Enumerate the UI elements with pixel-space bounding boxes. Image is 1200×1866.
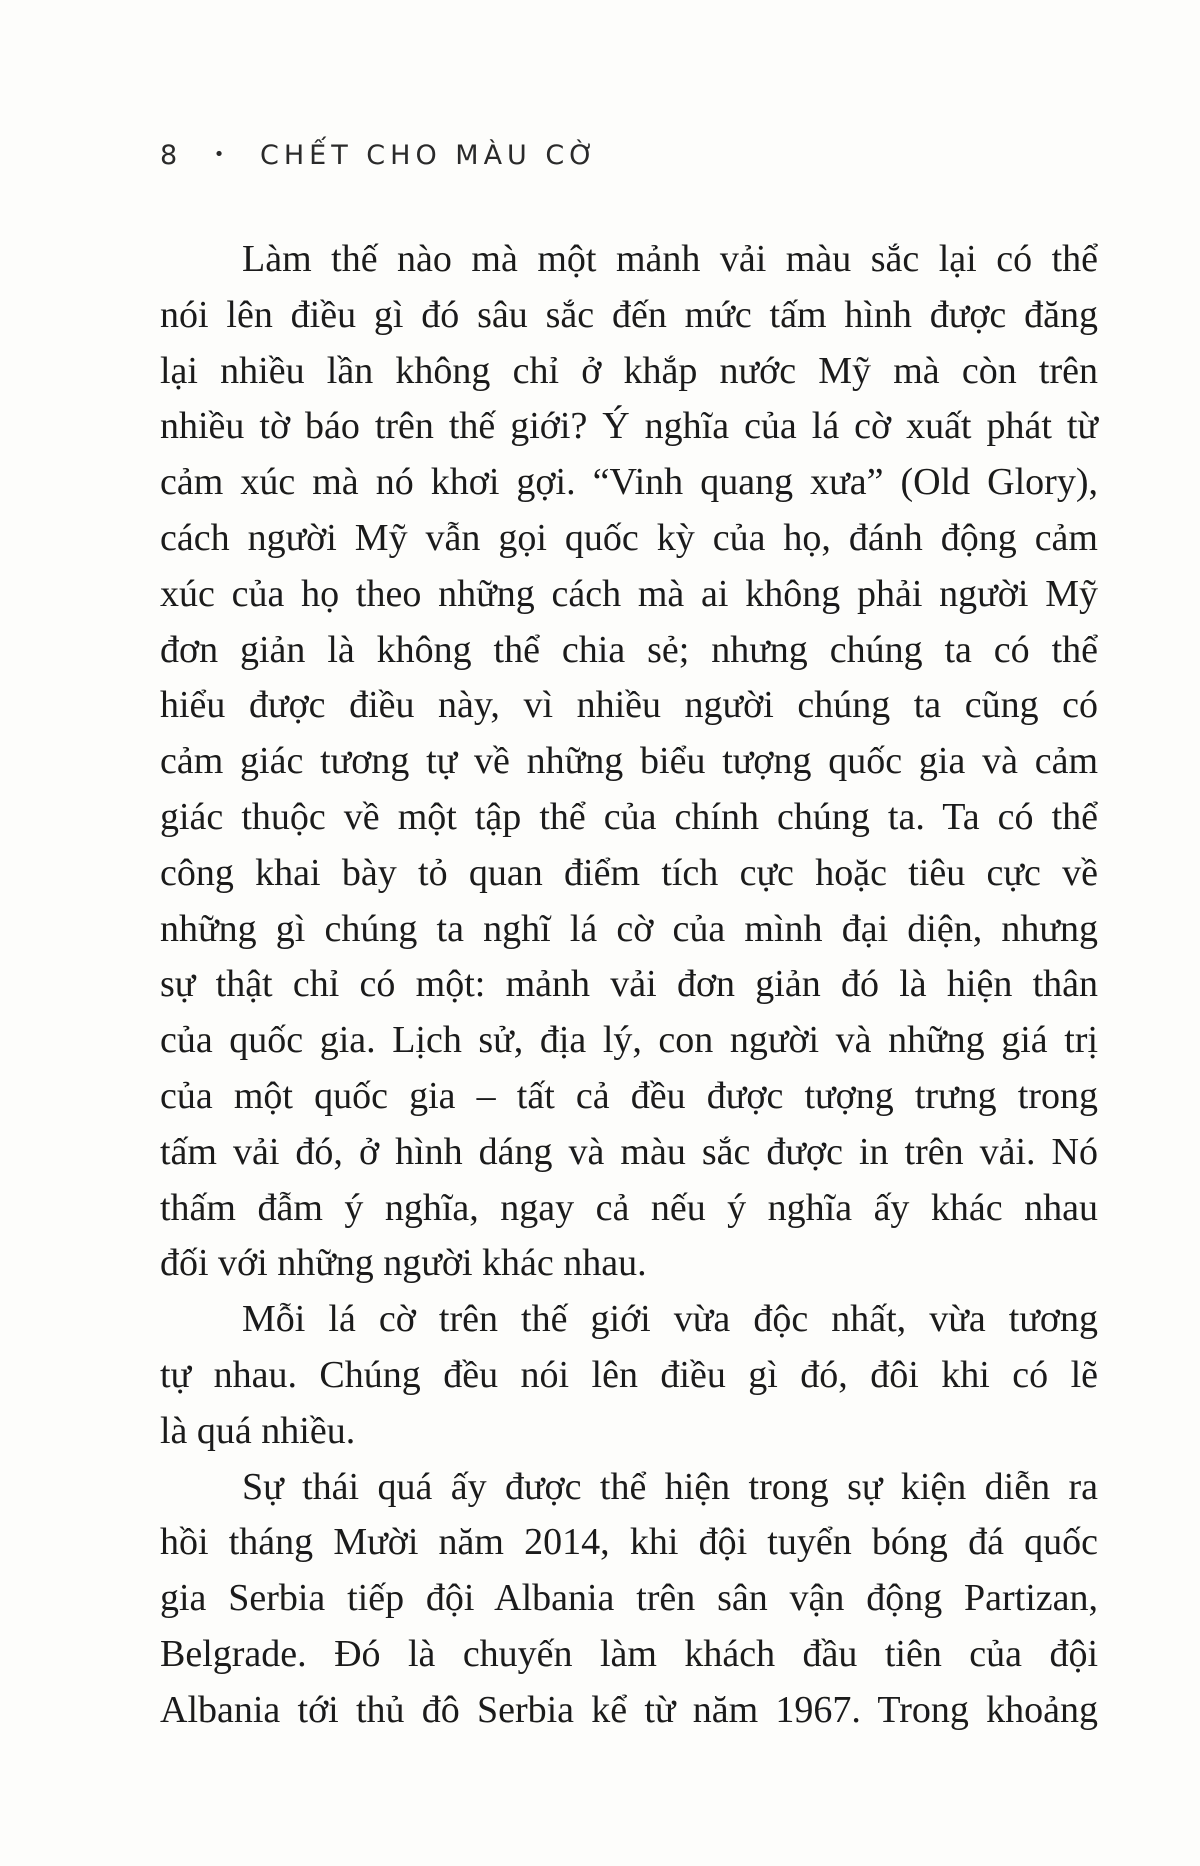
text-line: gia Serbia tiếp đội Albania trên sân vận động Partizan, xyxy=(160,1577,1098,1620)
paragraph-3 xyxy=(160,1460,1098,1739)
text-line: cảm giác tương tự về những biểu tượng quốc gia và cảm xyxy=(160,740,1098,783)
text-line: Sự thái quá ấy được thể hiện trong sự kiện diễn ra xyxy=(242,1465,1098,1508)
text-line: nhiều tờ báo trên thế giới? Ý nghĩa của lá cờ xuất phát từ xyxy=(160,405,1098,448)
paragraph-2 xyxy=(160,1292,1098,1459)
page-number: 8 xyxy=(160,140,183,171)
text-line: Làm thế nào mà một mảnh vải màu sắc lại có thể xyxy=(242,238,1098,280)
text-line: Belgrade. Đó là chuyến làm khách đầu tiên của đội xyxy=(160,1632,1098,1675)
text-line: Mỗi lá cờ trên thế giới vừa độc nhất, vừa tương xyxy=(242,1298,1098,1341)
text-line: tự nhau. Chúng đều nói lên điều gì đó, đôi khi có lẽ xyxy=(160,1353,1098,1396)
text-line: cách người Mỹ vẫn gọi quốc kỳ của họ, đánh động cảm xyxy=(160,516,1098,559)
text-line: hồi tháng Mười năm 2014, khi đội tuyển bóng đá quốc xyxy=(160,1521,1098,1564)
text-line: hiểu được điều này, vì nhiều người chúng ta cũng có xyxy=(160,684,1098,727)
text-line: Albania tới thủ đô Serbia kể từ năm 1967. Trong khoảng xyxy=(160,1688,1098,1731)
text-line: sự thật chỉ có một: mảnh vải đơn giản đó là hiện thân xyxy=(160,963,1098,1006)
text-line: giác thuộc về một tập thể của chính chúng ta. Ta có thể xyxy=(160,795,1098,838)
text-line: nói lên điều gì đó sâu sắc đến mức tấm hình được đăng xyxy=(160,293,1098,336)
text-line: là quá nhiều. xyxy=(160,1409,356,1452)
text-line: thấm đẫm ý nghĩa, ngay cả nếu ý nghĩa ấy khác nhau xyxy=(160,1186,1098,1229)
bullet-separator: • xyxy=(213,144,225,165)
text-line: tấm vải đó, ở hình dáng và màu sắc được in trên vải. Nó xyxy=(160,1130,1098,1173)
text-line: cảm xúc mà nó khơi gợi. “Vinh quang xưa” (Old Glory), xyxy=(160,461,1098,504)
text-line: của một quốc gia – tất cả đều được tượng trưng trong xyxy=(160,1074,1098,1117)
body-text xyxy=(160,232,1098,1739)
text-line: những gì chúng ta nghĩ lá cờ của mình đại diện, nhưng xyxy=(160,907,1098,950)
text-line: đối với những người khác nhau. xyxy=(160,1242,647,1285)
text-line: đơn giản là không thể chia sẻ; nhưng chúng ta có thể xyxy=(160,628,1098,671)
text-line: xúc của họ theo những cách mà ai không phải người Mỹ xyxy=(160,572,1098,615)
text-line: công khai bày tỏ quan điểm tích cực hoặc tiêu cực về xyxy=(160,851,1098,894)
running-head xyxy=(160,140,599,171)
text-line: của quốc gia. Lịch sử, địa lý, con người và những giá trị xyxy=(160,1019,1098,1062)
text-line: lại nhiều lần không chỉ ở khắp nước Mỹ mà còn trên xyxy=(160,349,1098,392)
chapter-title: CHẾT CHO MÀU CỜ xyxy=(260,140,599,171)
paragraph-1 xyxy=(160,232,1098,1292)
